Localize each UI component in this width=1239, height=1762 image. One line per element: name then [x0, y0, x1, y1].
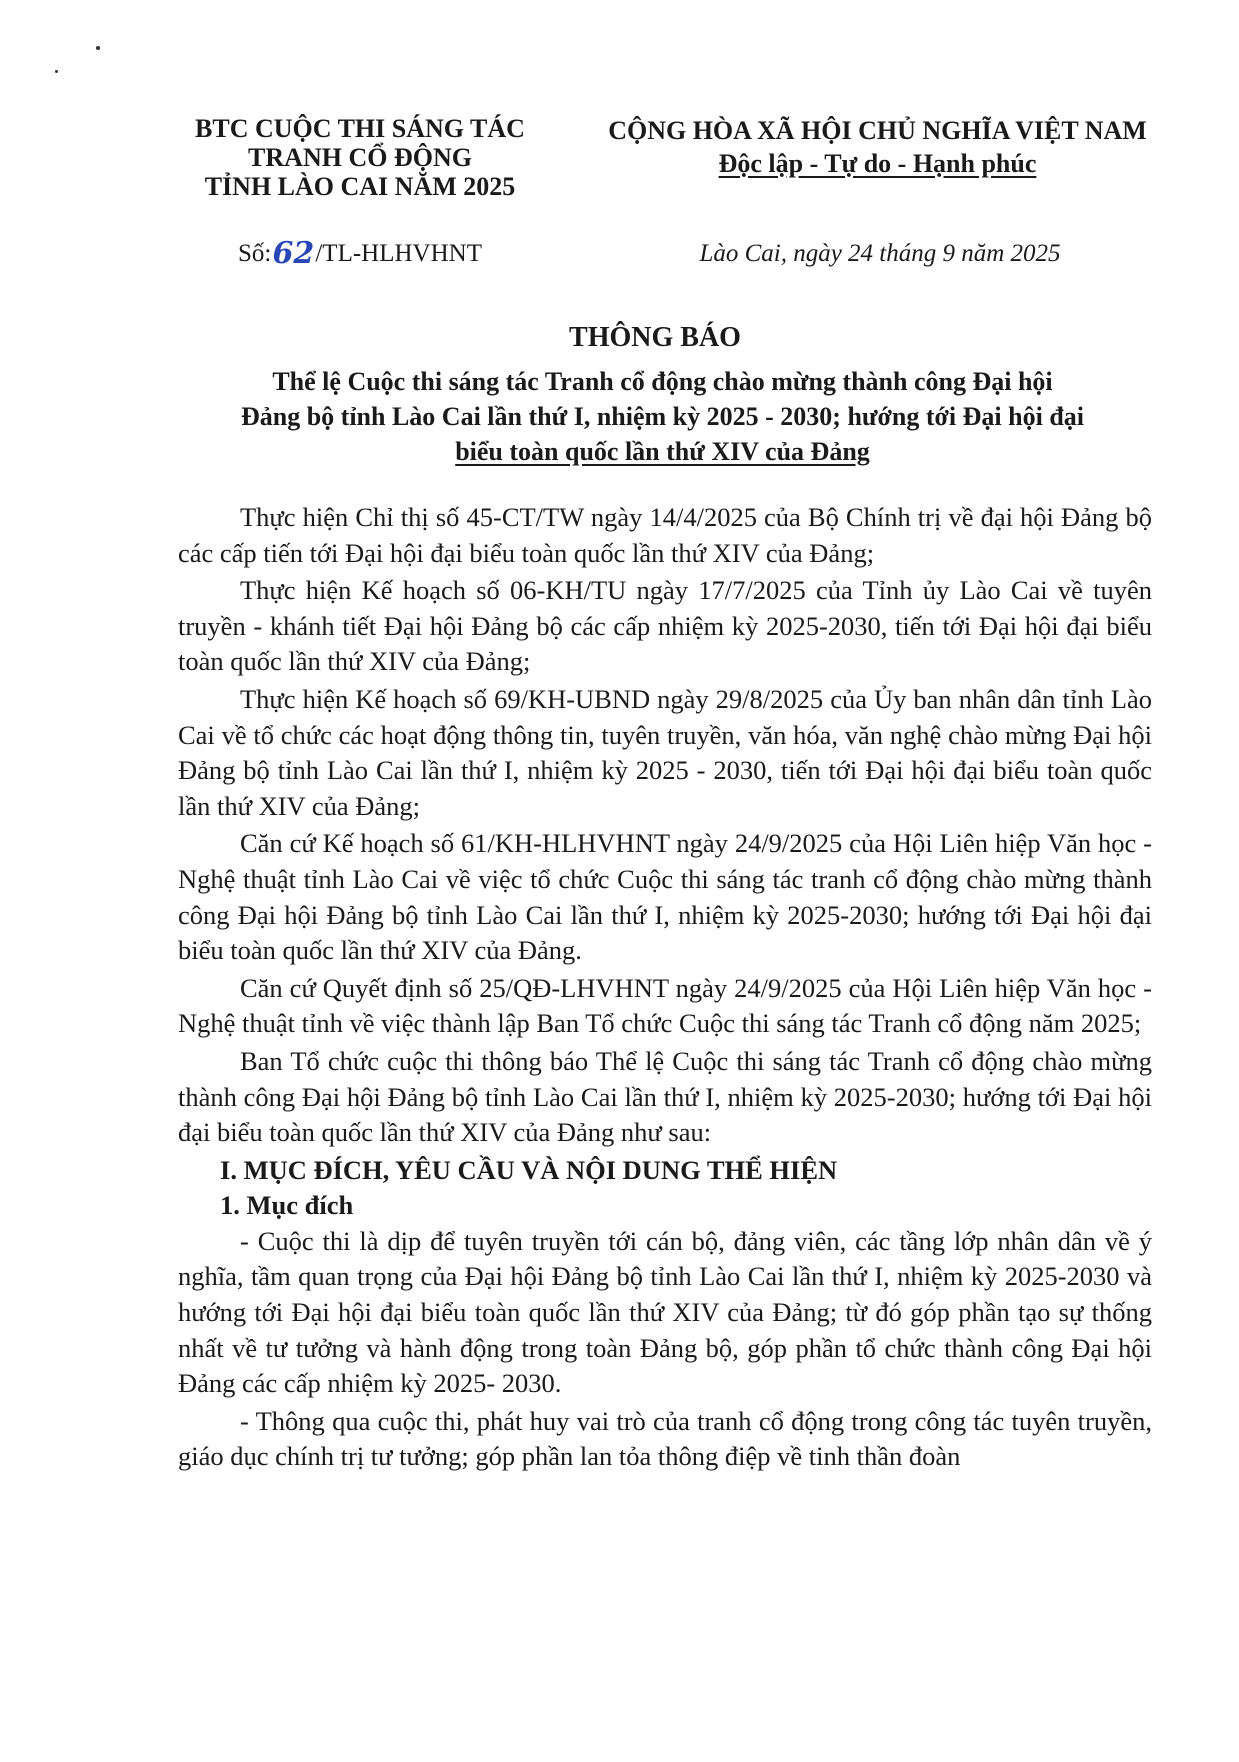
document-subtitle	[170, 364, 1155, 469]
bullet-paragraph: - Cuộc thi là dịp để tuyên truyền tới cán bộ, đảng viên, các tầng lớp nhân dân về ý nghĩa, tầm quan trọng của Đại hội Đảng bộ tỉnh Lào Cai lần thứ I, nhiệm kỳ 2025-2030 và hướng tới Đại hội đại biểu toàn quốc lần thứ XIV của Đảng; từ đó góp phần tạo sự thống nhất về tư tưởng và hành động trong toàn Đảng bộ, góp phần tổ chức thành công Đại hội Đảng các cấp nhiệm kỳ 2025- 2030.	[178, 1225, 1152, 1399]
subtitle-line: Thể lệ Cuộc thi sáng tác Tranh cổ động chào mừng thành công Đại hội	[272, 367, 1053, 396]
national-header	[585, 114, 1170, 180]
document-body	[178, 500, 1152, 1477]
scan-speck	[96, 46, 100, 50]
body-paragraph: Căn cứ Kế hoạch số 61/KH-HLHVHNT ngày 24/9/2025 của Hội Liên hiệp Văn học - Nghệ thuật tỉnh Lào Cai về việc tổ chức Cuộc thi sáng tác tranh cổ động chào mừng thành công Đại hội Đảng bộ tỉnh Lào Cai lần thứ I, nhiệm kỳ 2025-2030; hướng tới Đại hội đại biểu toàn quốc lần thứ XIV của Đảng.	[178, 828, 1152, 966]
doc-number-handwritten: 62	[272, 236, 315, 271]
issuing-agency	[150, 114, 570, 201]
document-number	[150, 236, 570, 271]
agency-line: TRANH CỔ ĐỘNG	[248, 143, 472, 172]
body-paragraph: Thực hiện Kế hoạch số 06-KH/TU ngày 17/7/2025 của Tỉnh ủy Lào Cai về tuyên truyền - khánh tiết Đại hội Đảng bộ các cấp nhiệm kỳ 2025-2030, tiến tới Đại hội đại biểu toàn quốc lần thứ XIV của Đảng;	[178, 575, 1152, 677]
country-name: CỘNG HÒA XÃ HỘI CHỦ NGHĨA VIỆT NAM	[608, 116, 1147, 145]
place-date: Lào Cai, ngày 24 tháng 9 năm 2025	[699, 240, 1061, 267]
body-paragraph: Thực hiện Kế hoạch số 69/KH-UBND ngày 29/8/2025 của Ủy ban nhân dân tỉnh Lào Cai về tổ chức các hoạt động thông tin, tuyên truyền, văn hóa, văn nghệ chào mừng Đại hội Đảng bộ tỉnh Lào Cai lần thứ I, nhiệm kỳ 2025 - 2030, tiến tới Đại hội đại biểu toàn quốc lần thứ XIV của Đảng;	[178, 683, 1152, 821]
subtitle-line: biểu toàn quốc lần thứ XIV của Đảng	[455, 437, 870, 466]
national-motto: Độc lập - Tự do - Hạnh phúc	[718, 149, 1037, 178]
bullet-paragraph: - Thông qua cuộc thi, phát huy vai trò của tranh cổ động trong công tác tuyên truyền, giáo dục chính trị tư tưởng; góp phần lan tỏa thông điệp về tinh thần đoàn	[178, 1405, 1152, 1472]
doc-number-prefix: Số:	[238, 240, 272, 267]
body-paragraph: Thực hiện Chỉ thị số 45-CT/TW ngày 14/4/2025 của Bộ Chính trị về đại hội Đảng bộ các cấp tiến tới Đại hội đại biểu toàn quốc lần thứ XIV của Đảng;	[178, 502, 1152, 568]
body-paragraph: Căn cứ Quyết định số 25/QĐ-LHVHNT ngày 24/9/2025 của Hội Liên hiệp Văn học - Nghệ thuật tỉnh về việc thành lập Ban Tổ chức Cuộc thi sáng tác Tranh cổ động năm 2025;	[178, 972, 1152, 1039]
doc-number-suffix: /TL-HLHVHNT	[315, 240, 482, 267]
subsection-heading: 1. Mục đích	[220, 1190, 354, 1221]
scan-speck	[55, 70, 58, 73]
agency-line: TỈNH LÀO CAI NĂM 2025	[204, 172, 516, 201]
document-title: THÔNG BÁO	[569, 322, 741, 353]
body-paragraph: Ban Tổ chức cuộc thi thông báo Thể lệ Cuộc thi sáng tác Tranh cổ động chào mừng thành công Đại hội Đảng bộ tỉnh Lào Cai lần thứ I, nhiệm kỳ 2025-2030; hướng tới Đại hội đại biểu toàn quốc lần thứ XIV của Đảng như sau:	[178, 1045, 1152, 1148]
agency-line: BTC CUỘC THI SÁNG TÁC	[195, 114, 525, 143]
section-heading: I. MỤC ĐÍCH, YÊU CẦU VÀ NỘI DUNG THỂ HIỆN	[220, 1154, 838, 1185]
subtitle-line: Đảng bộ tỉnh Lào Cai lần thứ I, nhiệm kỳ 2025 - 2030; hướng tới Đại hội đại	[240, 402, 1085, 431]
